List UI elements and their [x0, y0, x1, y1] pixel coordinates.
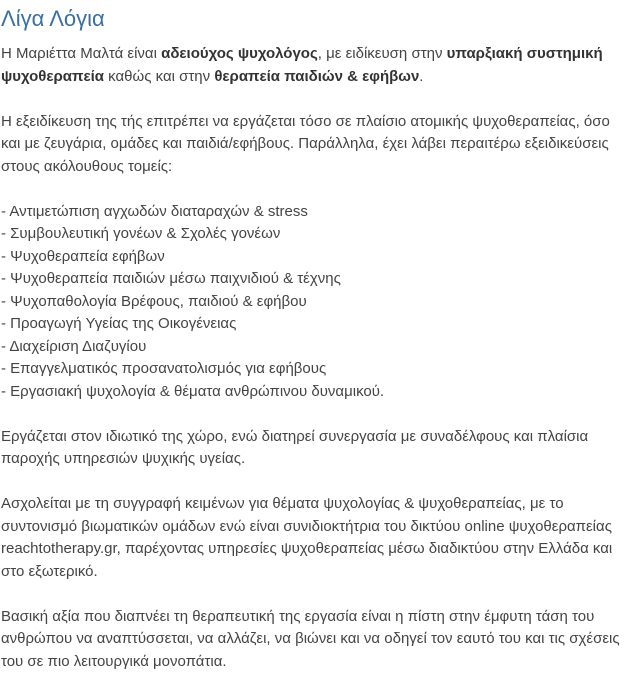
list-item: - Εργασιακή ψυχολογία & θέματα ανθρώπινου δυναμικού. — [1, 382, 385, 400]
list-item: - Προαγωγή Υγείας της Οικογένειας — [1, 315, 237, 332]
specialization-paragraph: Η εξειδίκευση της τής επιτρέπει να εργάζεται τόσο σε πλαίσιο ατομικής ψυχοθεραπείας, όσο και με ζευγάρια, ομάδες και παιδιά/εφήβους. Παράλληλα, έχει λάβει περαιτέρω εξειδικεύσεις στους ακόλουθους τομείς: — [1, 112, 610, 175]
workspace-paragraph: Εργάζεται στον ιδιωτικό της χώρο, ενώ διατηρεί συνεργασία με συναδέλφους και πλαίσια παροχής υπηρεσιών ψυχικής υγείας. — [1, 427, 589, 467]
list-item: - Ψυχοθεραπεία παιδιών μέσω παιχνιδιού & τέχνης — [1, 270, 341, 287]
specialization-list — [1, 201, 625, 404]
list-item: - Διαχείριση Διαζυγίου — [1, 337, 147, 355]
list-item: - Ψυχοπαθολογία Βρέφους, παιδιού & εφήβου — [1, 292, 307, 310]
section-heading: Λίγα Λόγια — [1, 6, 105, 31]
list-item: - Αντιμετώπιση αγχωδών διαταραχών & stress — [1, 202, 308, 220]
values-paragraph: Βασική αξία που διαπνέει τη θεραπευτική της εργασία είναι η πίστη στην έμφυτη τάση του ανθρώπου να αναπτύσσεται, να αλλάζει, να βιώνει και να οδηγεί τον εαυτό του και τις σχέσεις του σε πιο λειτουργικά μονοπάτια. — [1, 607, 620, 670]
intro-paragraph — [1, 43, 625, 88]
list-item: - Συμβουλευτική γονέων & Σχολές γονέων — [1, 225, 281, 242]
intro-text-1: Η Μαριέττα Μαλτά είναι — [1, 45, 162, 62]
intro-bold-children-teens-therapy: θεραπεία παιδιών & εφήβων — [214, 67, 420, 85]
intro-text-3: καθώς και στην — [104, 67, 215, 85]
intro-text-2: , με ειδίκευση στην — [317, 45, 447, 62]
list-item: - Ψυχοθεραπεία εφήβων — [1, 247, 165, 265]
intro-bold-licensed-psychologist: αδειούχος ψυχολόγος — [161, 45, 318, 62]
intro-bold-existential-systemic: υπαρξιακή συστημική ψυχοθεραπεία — [1, 45, 603, 85]
writing-paragraph: Ασχολείται με τη συγγραφή κειμένων για θέματα ψυχολογίας & ψυχοθεραπείας, με το συντονισμό βιωματικών ομάδων ενώ είναι συνιδιοκτήτρια του δικτύου online ψυχοθεραπείας reachtotherapy.gr, παρέχοντας υπηρεσίες ψυχοθεραπείας μέσω διαδικτύου στην Ελλάδα και στο εξωτερικό. — [1, 495, 613, 580]
list-item: - Επαγγελματικός προσανατολισμός για εφήβους — [1, 360, 327, 377]
intro-text-4: . — [419, 67, 424, 85]
